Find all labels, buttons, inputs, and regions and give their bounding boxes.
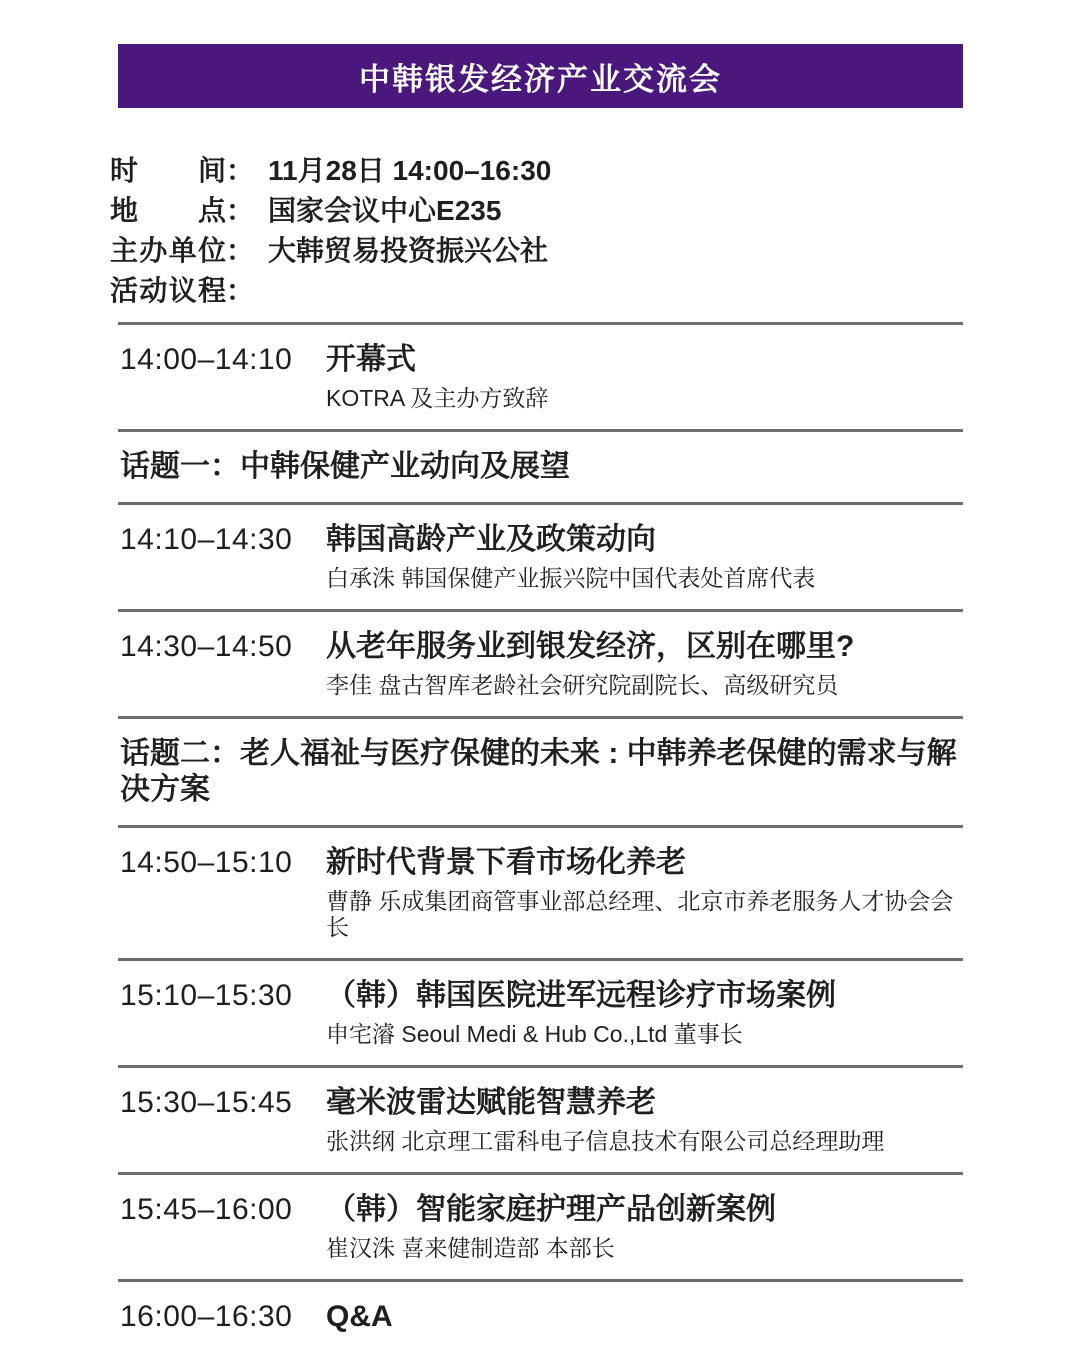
info-label: 主办单位 (110, 235, 226, 266)
agenda-row-mmwave-radar (118, 1068, 963, 1172)
info-value: 国家会议中心E235 (268, 195, 502, 226)
agenda-row-korea-policy (118, 505, 963, 609)
session-speaker: 张洪纲 北京理工雷科电子信息技术有限公司总经理助理 (326, 1128, 885, 1154)
session-title: 韩国高龄产业及政策动向 (326, 523, 656, 556)
session-body (326, 980, 963, 1047)
info-colon: ： (226, 275, 255, 306)
info-label: 活动议程 (110, 275, 226, 306)
info-label: 时间 (110, 155, 226, 186)
agenda-row-topic-1 (118, 432, 963, 502)
info-value: 大韩贸易投资振兴公社 (268, 235, 549, 266)
session-body (326, 344, 963, 411)
agenda-row-telemedicine (118, 961, 963, 1065)
session-speaker: 曹静 乐成集团商管事业部总经理、北京市养老服务人才协会会长 (326, 888, 954, 940)
session-body (326, 1301, 963, 1333)
session-title: 新时代背景下看市场化养老 (326, 846, 686, 879)
session-title: Q&A (326, 1300, 393, 1333)
session-speaker: 李佳 盘古智库老龄社会研究院副院长、高级研究员 (326, 672, 839, 698)
session-body (326, 1194, 963, 1261)
agenda-section (118, 322, 963, 1347)
session-body (326, 631, 963, 698)
session-body (326, 524, 963, 591)
info-row-organizer (110, 231, 1080, 271)
info-row-agenda-heading (110, 271, 1080, 311)
info-row-time (110, 151, 1080, 191)
session-title: （韩）智能家庭护理产品创新案例 (326, 1193, 776, 1226)
session-speaker: 崔汉洙 喜来健制造部 本部长 (326, 1235, 615, 1261)
session-time: 16:00–16:30 (120, 1300, 293, 1333)
session-title: （韩）韩国医院进军远程诊疗市场案例 (326, 979, 836, 1012)
info-row-venue (110, 191, 1080, 231)
session-body (326, 847, 963, 940)
session-time: 14:00–14:10 (120, 343, 293, 376)
session-time: 15:10–15:30 (120, 979, 293, 1012)
agenda-row-topic-2 (118, 719, 963, 825)
topic-title: 话题一：中韩保健产业动向及展望 (120, 450, 570, 483)
info-section (110, 151, 1080, 311)
session-time: 15:45–16:00 (120, 1193, 293, 1226)
agenda-row-market-eldercare (118, 828, 963, 958)
agenda-row-silver-economy (118, 612, 963, 716)
info-colon: ： (226, 195, 255, 226)
session-speaker: 申宅濬 Seoul Medi & Hub Co.,Ltd 董事长 (326, 1021, 743, 1047)
info-colon: ： (226, 235, 255, 266)
agenda-row-smart-home-care (118, 1175, 963, 1279)
agenda-page (0, 44, 1080, 1347)
info-value: 11月28日 14:00–16:30 (268, 155, 552, 186)
title-banner (118, 44, 963, 108)
session-title: 开幕式 (326, 343, 416, 376)
session-body (326, 1087, 963, 1154)
session-speaker: KOTRA 及主办方致辞 (326, 385, 549, 411)
topic-title: 话题二：老人福祉与医疗保健的未来 : 中韩养老保健的需求与解决方案 (120, 737, 957, 806)
agenda-row-qa (118, 1282, 963, 1347)
session-title: 毫米波雷达赋能智慧养老 (326, 1086, 656, 1119)
page-title: 中韩银发经济产业交流会 (359, 61, 722, 97)
session-speaker: 白承洙 韩国保健产业振兴院中国代表处首席代表 (326, 565, 816, 591)
info-label: 地点 (110, 195, 226, 226)
agenda-row-opening (118, 325, 963, 429)
session-time: 14:30–14:50 (120, 630, 293, 663)
session-time: 15:30–15:45 (120, 1086, 293, 1119)
session-title: 从老年服务业到银发经济，区别在哪里? (326, 630, 855, 663)
info-colon: ： (226, 155, 255, 186)
session-time: 14:50–15:10 (120, 846, 293, 879)
session-time: 14:10–14:30 (120, 523, 293, 556)
